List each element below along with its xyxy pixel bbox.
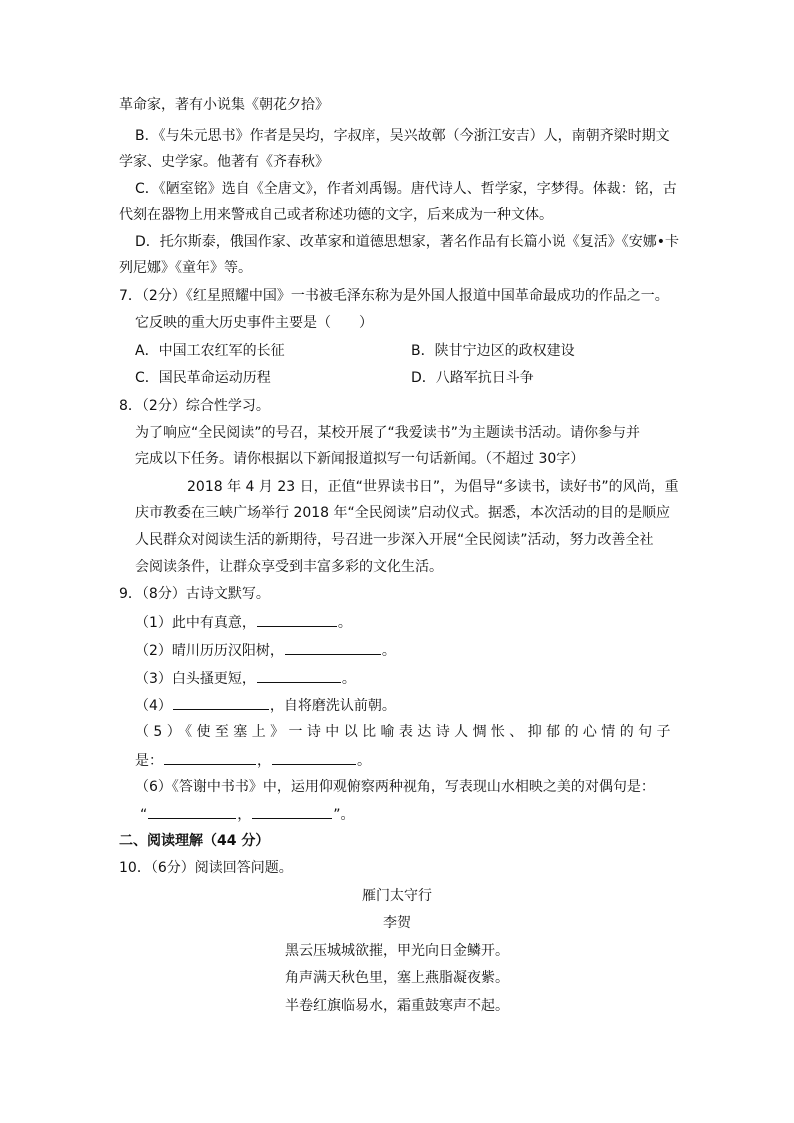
question-9-stem: 9．（8分）古诗文默写。: [119, 586, 270, 602]
text-line: 学家、史学家。他著有《齐春秋》: [119, 154, 329, 170]
answer-blank[interactable]: [164, 750, 256, 765]
option-c-text: C．《陋室铭》选自《全唐文》，作者刘禹锡。唐代诗人、哲学家，字梦得。体裁：铭，古: [135, 181, 677, 197]
news-paragraph-line: 会阅读条件，让群众享受到丰富多彩的文化生活。: [135, 559, 443, 575]
question-7-stem: 7．（2分）《红星照耀中国》一书被毛泽东称为是外国人报道中国革命最成功的作品之一。: [119, 288, 669, 304]
option-b-text: B．《与朱元思书》作者是吴均，字叔庠，吴兴故鄣（今浙江安吉）人，南朝齐梁时期文: [135, 128, 670, 144]
poem-author: 李贺: [383, 915, 411, 931]
news-paragraph-line: 人民群众对阅读生活的新期待，号召进一步深入开展“全民阅读”活动，努力改善全社: [135, 532, 654, 548]
question-8-instruction: 为了响应“全民阅读”的号召，某校开展了“我爱读书”为主题读书活动。请你参与并: [135, 425, 641, 441]
answer-blank[interactable]: [252, 804, 332, 819]
option-d-text: D．托尔斯泰，俄国作家、改革家和道德思想家，著名作品有长篇小说《复活》《安娜•卡: [135, 234, 680, 250]
answer-blank[interactable]: [285, 640, 381, 655]
answer-blank[interactable]: [148, 804, 236, 819]
poem-line: 半卷红旗临易水，霜重鼓寒声不起。: [285, 998, 509, 1014]
question-9-item-5-answers: 是： ， 。: [135, 750, 371, 771]
question-9-item-4: （4） ，自将磨洗认前朝。: [135, 695, 396, 716]
question-7-option-c: C．国民革命运动历程: [135, 370, 271, 386]
question-9-item-6-answers: “ ， ”。: [140, 804, 355, 825]
question-7-option-a: A．中国工农红军的长征: [135, 343, 285, 359]
question-7-option-d: D．八路军抗日斗争: [411, 370, 534, 386]
answer-blank[interactable]: [272, 750, 356, 765]
answer-blank[interactable]: [257, 668, 341, 683]
question-9-item-1: （1）此中有真意， 。: [135, 612, 352, 633]
answer-blank[interactable]: [173, 695, 269, 710]
question-8-instruction-cont: 完成以下任务。请你根据以下新闻报道拟写一句话新闻。（不超过 30字）: [135, 451, 585, 467]
poem-line: 角声满天秋色里，塞上燕脂凝夜紫。: [285, 970, 509, 986]
news-paragraph-line: 庆市教委在三峡广场举行 2018 年“全民阅读”启动仪式。据悉，本次活动的目的是顺应: [135, 505, 671, 521]
section-heading: 二、阅读理解（44 分）: [119, 833, 270, 849]
question-7-option-b: B．陕甘宁边区的政权建设: [411, 343, 575, 359]
question-9-item-3: （3）白头搔更短， 。: [135, 668, 356, 689]
question-9-item-2: （2）晴川历历汉阳树， 。: [135, 640, 396, 661]
news-paragraph: 2018 年 4 月 23 日，正值“世界读书日”，为倡导“多读书，读好书”的风尚，重: [187, 479, 679, 495]
poem-line: 黑云压城城欲摧，甲光向日金鳞开。: [285, 943, 509, 959]
text-line: 列尼娜》《童年》等。: [119, 260, 252, 276]
text-line: 革命家，著有小说集《朝花夕拾》: [119, 97, 329, 113]
question-7-stem-cont: 它反映的重大历史事件主要是（ ）: [135, 315, 373, 331]
question-8-stem: 8．（2分）综合性学习。: [119, 398, 270, 414]
text-line: 代刻在器物上用来警戒自己或者称述功德的文字，后来成为一种文体。: [119, 207, 553, 223]
answer-blank[interactable]: [257, 612, 337, 627]
question-9-item-5: （5）《使至塞上》一诗中以比喻表达诗人惆怅、抑郁的心情的句子: [135, 724, 675, 740]
question-9-item-6: （6）《答谢中书书》中，运用仰观俯察两种视角，写表现山水相映之美的对偶句是：: [135, 779, 655, 795]
poem-title: 雁门太守行: [362, 888, 432, 904]
question-10-stem: 10．（6分）阅读回答问题。: [119, 860, 293, 876]
